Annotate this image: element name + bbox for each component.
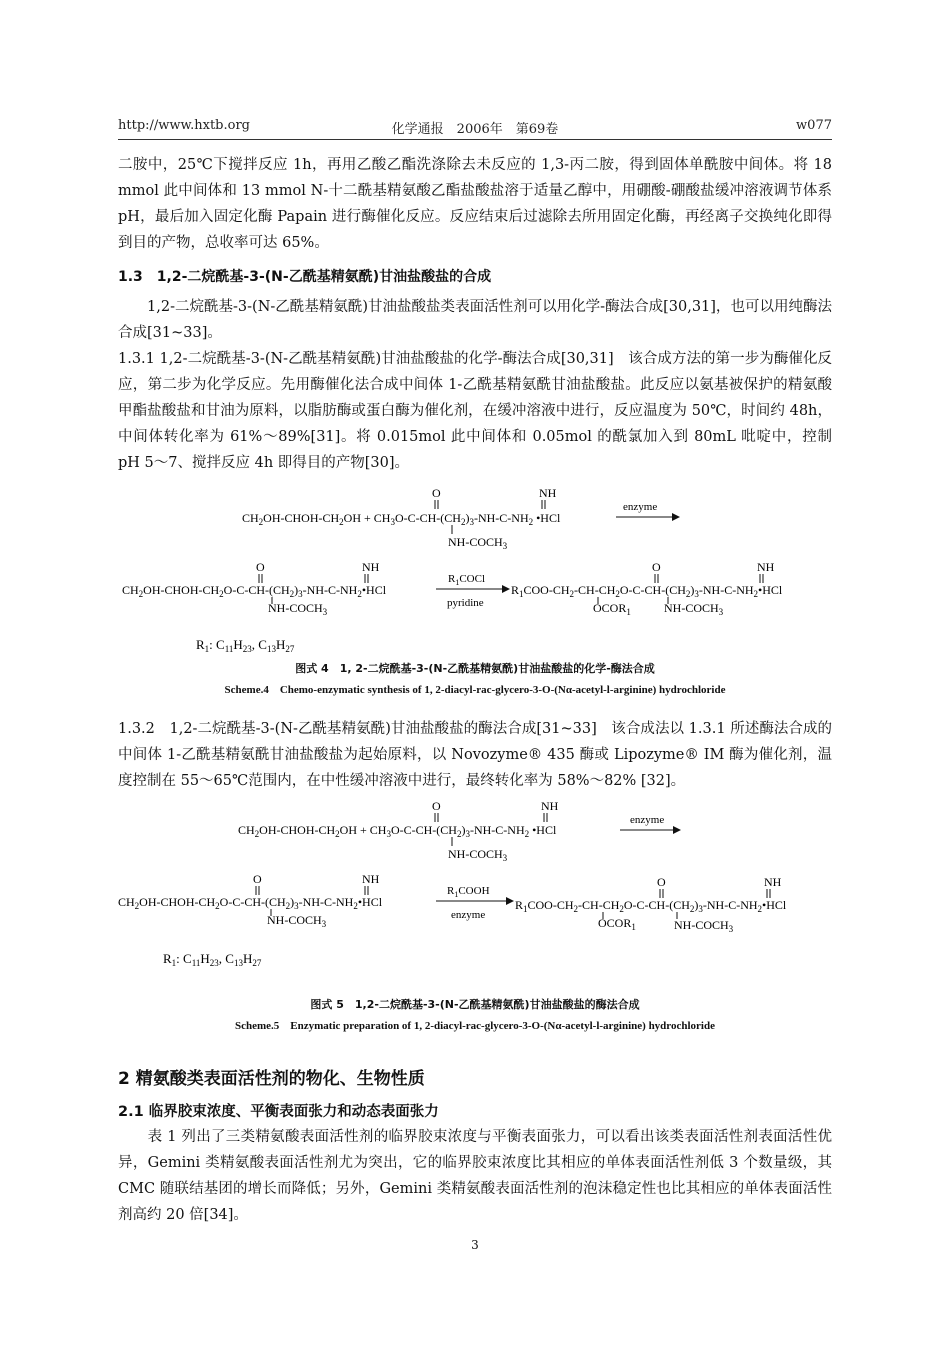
svg-text:CH2OH-CHOH-CH2O-C-CH-(CH2)3-NH: $CH_2OH-CHOH-CH_2O-C-CH-(CH_2)_3-NH-C-NH_2•HCl$ bbox=[118, 895, 383, 911]
svg-text:O: O bbox=[657, 875, 666, 889]
section-2-title: 2 精氨酸类表面活性剂的物化、生物性质 bbox=[118, 1069, 425, 1089]
header-journal: 化学通报 2006年 第69卷 bbox=[391, 122, 559, 137]
section-1-3-2-paragraph: 1.3.2 1,2-二烷酰基-3-(N-乙酰基精氨酰)甘油盐酸盐的酶法合成[31~33] 该合成法以 1.3.1 所述酶法合成的中间体 1-乙酰基精氨酰甘油盐酸盐为起始原料，以 Novozyme® 435 酶或 Lipozyme® IM 酶为催化剂，温度控制在 55～65℃范围内，在中性缓冲溶液中进行，最终转化率为 58%～82% [32]。 bbox=[118, 721, 832, 789]
svg-text:OCOR1: $OCOR_1$ bbox=[593, 601, 631, 617]
scheme-4-r-groups: $R_1$: $C_{11}H_{23}$, $C_{13}H_{27}$ bbox=[196, 637, 295, 654]
reaction-arrow-icon bbox=[502, 585, 510, 593]
svg-text:R1COO-CH2-CH-CH2O-C-CH-(CH2)3-: $R_1COO-CH_2-CH-CH_2O-C-CH-(CH_2)_3-NH-C-NH_2•HCl$ bbox=[515, 898, 787, 914]
svg-text:O: O bbox=[256, 560, 265, 574]
svg-text:NH: NH bbox=[362, 560, 380, 574]
svg-text:NH-COCH3: $NH-COCH_3$ bbox=[448, 535, 508, 551]
svg-text:NH-COCH3: $NH-COCH_3$ bbox=[448, 847, 508, 863]
header-code: w077 bbox=[796, 118, 832, 133]
svg-text:R1COCl: $R_1COCl$ bbox=[448, 573, 486, 587]
scheme-5-caption-cn: 图式 5 1,2-二烷酰基-3-(N-乙酰基精氨酰)甘油盐酸盐的酶法合成 bbox=[310, 998, 640, 1011]
svg-text:NH-COCH3: $NH-COCH_3$ bbox=[268, 601, 328, 617]
svg-text:NH: NH bbox=[539, 486, 557, 500]
svg-text:CH2OH-CHOH-CH2O-C-CH-(CH2)3-NH: $CH_2OH-CHOH-CH_2O-C-CH-(CH_2)_3-NH-C-NH_2•HCl$ bbox=[122, 583, 387, 599]
section-2-1-paragraph: 表 1 列出了三类精氨酸表面活性剂的临界胶束浓度与平衡表面张力，可以看出该类表面活性剂表面活性优异，Gemini 类精氨酸表面活性剂尤为突出，它的临界胶束浓度比其相应的单体表面活性剂低 3 个数量级，其 CMC 随联结基团的增长而降低；另外，Gemini 类精氨酸表面活性剂的泡沫稳定性也比其相应的单体表面活性剂高约 20 倍[34]。 bbox=[118, 1129, 832, 1223]
svg-text:NH: NH bbox=[541, 799, 559, 813]
scheme-4-row-1 bbox=[242, 486, 680, 551]
scheme-4-diagram bbox=[0, 484, 950, 660]
scheme-5-row-2 bbox=[118, 872, 787, 934]
header-url: http://www.hxtb.org bbox=[118, 118, 250, 133]
scheme-4-arrow-2-bottom: pyridine bbox=[447, 597, 484, 609]
svg-text:O: O bbox=[652, 560, 661, 574]
scheme-4-arrow-1-label: enzyme bbox=[623, 501, 658, 513]
header-rule bbox=[118, 139, 832, 140]
scheme-4-row-2 bbox=[122, 560, 783, 617]
svg-text:CH2OH-CHOH-CH2OH + CH3O-C-CH-(: $CH_2OH-CHOH-CH_2OH + CH_3O-C-CH-(CH_2)_3-NH-C-NH_2$ •HCl bbox=[238, 823, 557, 839]
scheme-5-diagram bbox=[0, 796, 950, 976]
svg-text:NH: NH bbox=[764, 875, 782, 889]
svg-text:R1COOH: $R_1COOH$ bbox=[447, 885, 490, 899]
svg-text:NH-COCH3: $NH-COCH_3$ bbox=[664, 601, 724, 617]
scheme-5-arrow-1-label: enzyme bbox=[630, 814, 665, 826]
svg-text:O: O bbox=[253, 872, 262, 886]
scheme-5-caption-en: Scheme.5 Enzymatic preparation of 1, 2-diacyl-rac-glycero-3-O-(Nα-acetyl-l-arginine) hydrochloride bbox=[235, 1020, 715, 1032]
section-1-3-1-paragraph: 1.3.1 1,2-二烷酰基-3-(N-乙酰基精氨酰)甘油盐酸盐的化学-酶法合成[30,31] 该合成方法的第一步为酶催化反应，第二步为化学反应。先用酶催化法合成中间体 1-乙酰基精氨酰甘油盐酸盐。此反应以氨基被保护的精氨酸甲酯盐酸盐和甘油为原料，以脂肪酶或蛋白酶为催化剂，在缓冲溶液中进行，反应温度为 50℃，时间约 48h，中间体转化率为 61%～89%[31]。将 0.015mol 此中间体和 0.05mol 的酰氯加入到 80mL 吡啶中，控制 pH 5～7、搅拌反应 4h 即得目的产物[30]。 bbox=[118, 351, 832, 471]
scheme-5-r-groups: $R_1$: $C_{11}H_{23}$, $C_{13}H_{27}$ bbox=[163, 951, 262, 968]
svg-text:CH2OH-CHOH-CH2OH + CH3O-C-CH-(: $CH_2OH-CHOH-CH_2OH + CH_3O-C-CH-(CH_2)_3-NH-C-NH_2$ •HCl bbox=[242, 511, 561, 527]
section-1-3-title: 1.3 1,2-二烷酰基-3-(N-乙酰基精氨酰)甘油盐酸盐的合成 bbox=[118, 269, 492, 285]
scheme-5-arrow-2-bottom: enzyme bbox=[451, 909, 486, 921]
svg-text:NH-COCH3: $NH-COCH_3$ bbox=[267, 913, 327, 929]
section-1-3-paragraph: 1,2-二烷酰基-3-(N-乙酰基精氨酰)甘油盐酸盐类表面活性剂可以用化学-酶法合成[30,31]，也可以用纯酶法合成[31~33]。 bbox=[118, 299, 832, 341]
page-number: 3 bbox=[471, 1238, 479, 1252]
svg-text:O: O bbox=[432, 799, 441, 813]
section-2-1-title: 2.1 临界胶束浓度、平衡表面张力和动态表面张力 bbox=[118, 1104, 439, 1120]
scheme-5-row-1 bbox=[238, 799, 681, 863]
reaction-arrow-icon bbox=[506, 897, 514, 905]
scheme-4-caption-en: Scheme.4 Chemo-enzymatic synthesis of 1, 2-diacyl-rac-glycero-3-O-(Nα-acetyl-l-arginine) hydrochloride bbox=[224, 684, 726, 696]
reaction-arrow-icon bbox=[672, 513, 680, 521]
svg-text:NH: NH bbox=[362, 872, 380, 886]
svg-text:OCOR1: $OCOR_1$ bbox=[598, 916, 636, 932]
scheme-4-caption-cn: 图式 4 1, 2-二烷酰基-3-(N-乙酰基精氨酰)甘油盐酸盐的化学-酶法合成 bbox=[295, 662, 655, 675]
intro-paragraph: 二胺中，25℃下搅拌反应 1h，再用乙酸乙酯洗涤除去未反应的 1,3-丙二胺，得到固体单酰胺中间体。将 18 mmol 此中间体和 13 mmol N-十二酰基精氨酸乙酯盐酸盐溶于适量乙醇中，用硼酸-硼酸盐缓冲溶液调节体系 pH，最后加入固定化酶 Papain 进行酶催化反应。反应结束后过滤除去所用固定化酶，再经离子交换纯化即得到目的产物，总收率可达 65%。 bbox=[118, 157, 832, 251]
svg-text:O: O bbox=[432, 486, 441, 500]
reaction-arrow-icon bbox=[673, 826, 681, 834]
svg-text:NH-COCH3: $NH-COCH_3$ bbox=[674, 918, 734, 934]
svg-text:R1COO-CH2-CH-CH2O-C-CH-(CH2)3-: $R_1COO-CH_2-CH-CH_2O-C-CH-(CH_2)_3-NH-C-NH_2•HCl$ bbox=[511, 583, 783, 599]
svg-text:NH: NH bbox=[757, 560, 775, 574]
